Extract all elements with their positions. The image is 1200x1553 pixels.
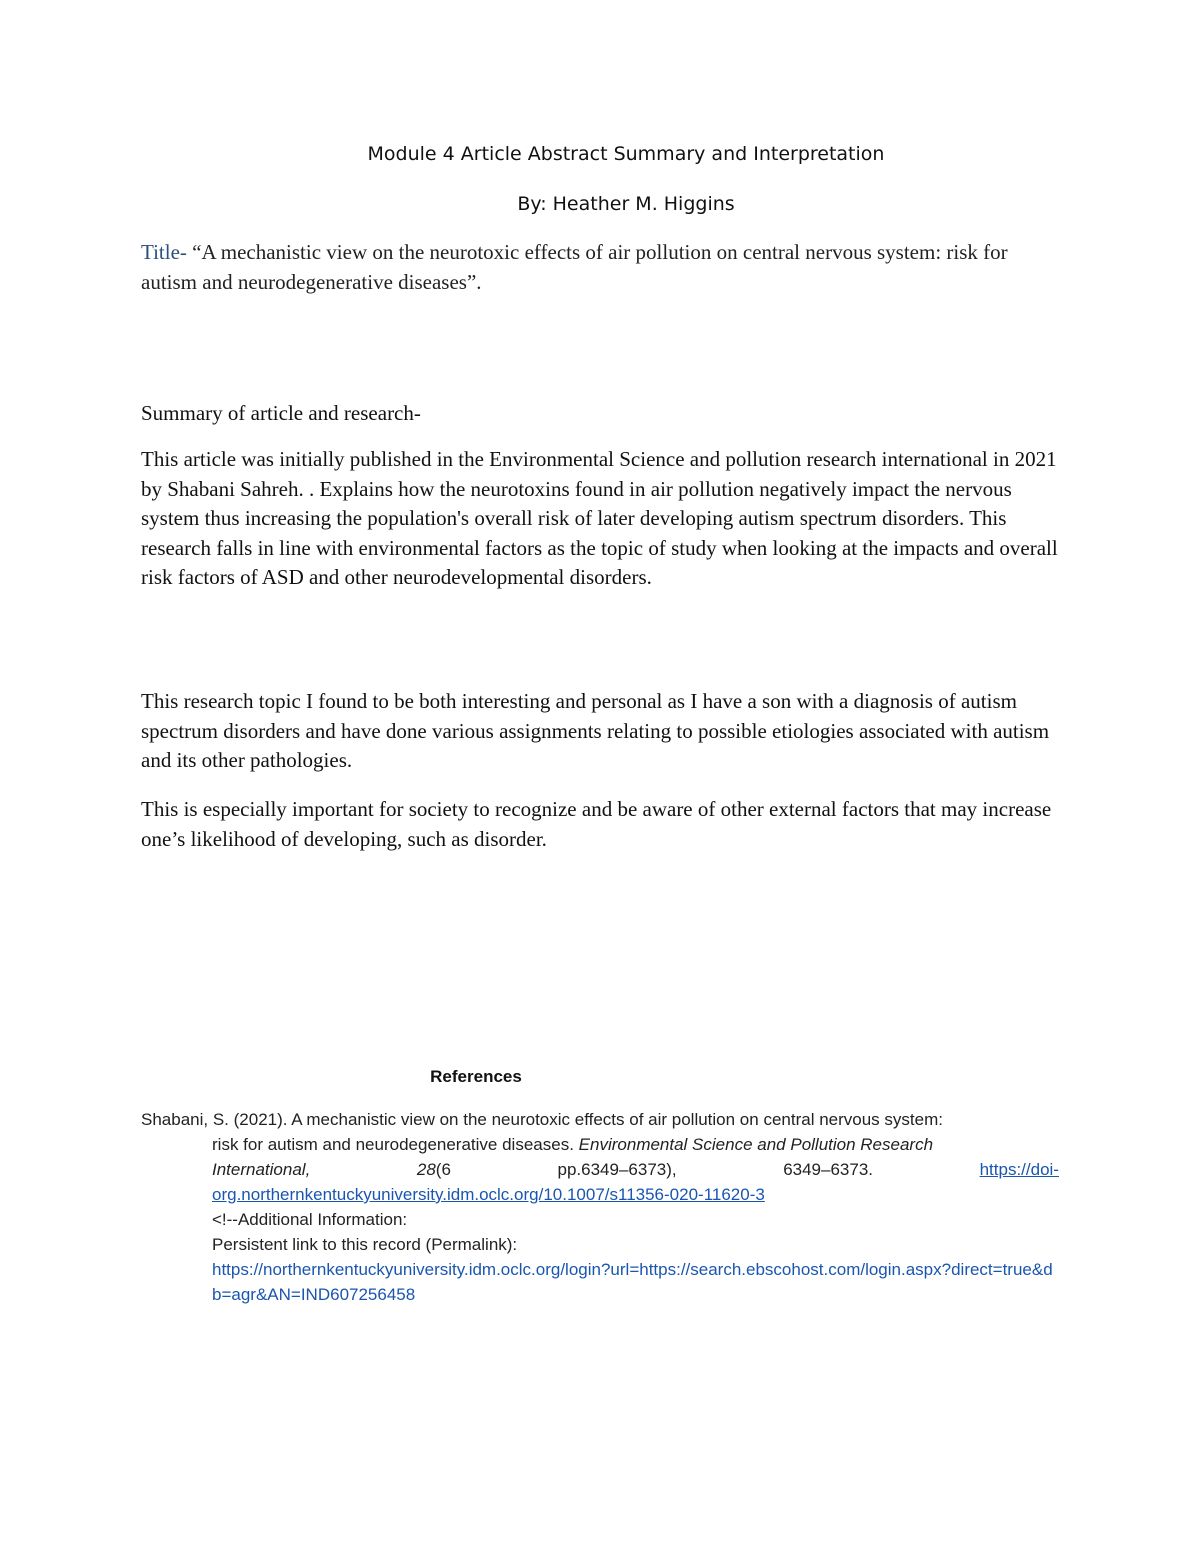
doi-link-part2[interactable]: org.northernkentuckyuniversity.idm.oclc.org/10.1007/s11356-020-11620-3 xyxy=(212,1185,765,1204)
reference-volume: 28 xyxy=(416,1160,436,1179)
reference-line-1: Shabani, S. (2021). A mechanistic view on the neurotoxic effects of air pollution on central nervous system: xyxy=(141,1110,943,1129)
reference-line-2 xyxy=(141,1132,1059,1157)
reference-issue-pages: pp.6349–6373), xyxy=(557,1160,677,1179)
reference-entry xyxy=(141,1107,1059,1307)
references-heading: References xyxy=(430,1067,522,1086)
article-title-text: “A mechanistic view on the neurotoxic effects of air pollution on central nervous system: risk for autism and neurodegenerative diseases”. xyxy=(141,240,1008,294)
article-title-label: Title- xyxy=(141,240,187,264)
summary-heading: Summary of article and research- xyxy=(141,401,421,425)
reference-issue: (6 xyxy=(435,1160,451,1179)
article-title-paragraph xyxy=(141,238,1061,297)
reference-line-3 xyxy=(141,1157,1059,1182)
reference-pages: 6349–6373. xyxy=(783,1160,874,1179)
permalink-label: Persistent link to this record (Permalink): xyxy=(212,1235,518,1254)
summary-paragraph: This article was initially published in the Environmental Science and pollution research international in 2021 by Shabani Sahreh. . Explains how the neurotoxins found in air pollution negatively impact the nervous system thus increasing the population's overall risk of later developing autism spectrum disorders. This research falls in line with environmental factors as the topic of study when looking at the impacts and overall risk factors of ASD and other neurodevelopmental disorders. xyxy=(141,447,1058,589)
author-byline: By: Heather M. Higgins xyxy=(517,193,735,215)
personal-interpretation-paragraph: This research topic I found to be both interesting and personal as I have a son with a diagnosis of autism spectrum disorders and have done various assignments relating to possible etiologies associated with autism and its other pathologies. xyxy=(141,689,1050,772)
reference-line-4 xyxy=(141,1182,1059,1207)
reference-journal-cont: International, xyxy=(212,1160,311,1179)
document-title: Module 4 Article Abstract Summary and Interpretation xyxy=(367,143,885,165)
doi-link-part1[interactable]: https://doi- xyxy=(979,1160,1059,1179)
societal-importance-paragraph: This is especially important for society to recognize and be aware of other external factors that may increase one’s likelihood of developing, such as disorder. xyxy=(141,797,1052,851)
permalink-link[interactable]: https://northernkentuckyuniversity.idm.oclc.org/login?url=https://search.ebscohost.com/login.aspx?direct=true&db=agr&AN=IND607256458 xyxy=(212,1260,1053,1304)
reference-title-end: risk for autism and neurodegenerative diseases. xyxy=(212,1135,574,1154)
reference-comment: <!--Additional Information: xyxy=(212,1210,408,1229)
reference-journal: Environmental Science and Pollution Research xyxy=(578,1135,934,1154)
